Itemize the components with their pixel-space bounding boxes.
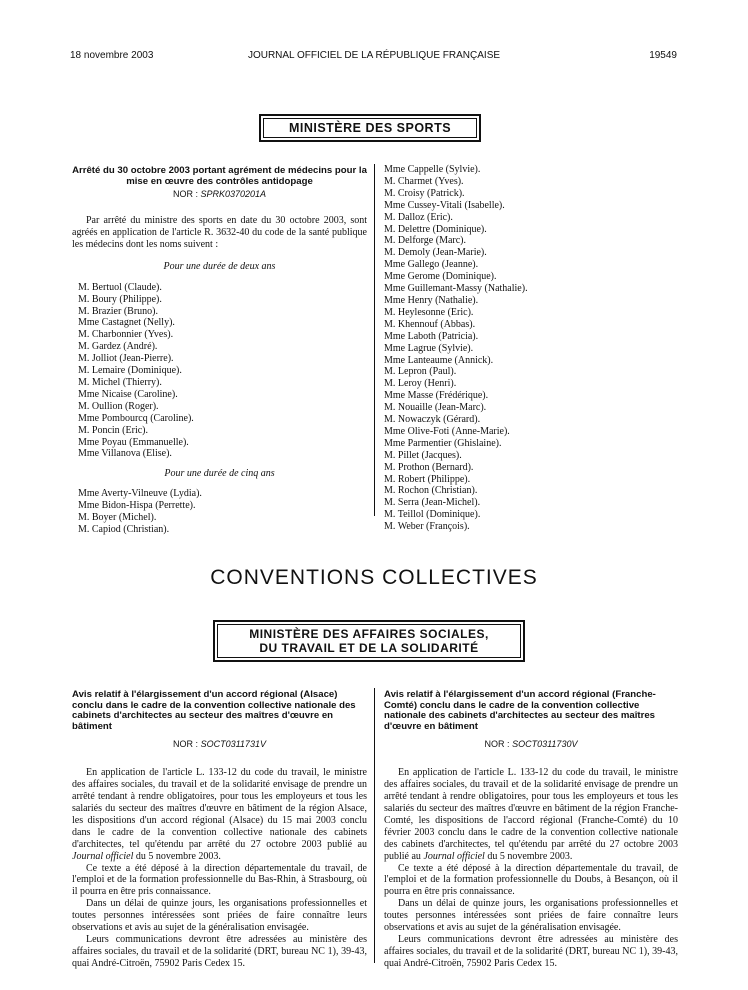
avis-franche-comte-paragraph-1: En application de l'article L. 133-12 du code du travail, le ministre des affaires sociales, du travail et de la solidarité envisage de prendre un arrêté tendant à rendre obligatoires, pour tous les employeurs et tous les salariés du secteur des maîtres d'œuvre en bâtiment de la région Franche-Comté, les dispositions de l'accord régional (Franche-Comté) du 10 février 2003 conclu dans le cadre de la convention collective nationale des cabinets d'architectes, tel qu'étendu par arrêté du 27 octobre 2003 publié au Journal officiel du 5 novembre 2003. xyxy=(384,767,678,862)
list-item: Mme Bidon-Hispa (Perrette). xyxy=(78,500,196,512)
list-item: M. Lemaire (Dominique). xyxy=(78,365,182,377)
avis-alsace-paragraph-4: Leurs communications devront être adressées au ministère des affaires sociales, du travail et de la solidarité (DRT, bureau NC 1), 39-43, quai André-Citroën, 75902 Paris Cedex 15. xyxy=(72,933,367,969)
arrete-title: Arrêté du 30 octobre 2003 portant agrément de médecins pour la mise en œuvre des contrôles antidopage xyxy=(72,165,367,187)
avis-alsace-paragraph-3: Dans un délai de quinze jours, les organisations professionnelles et toutes personnes intéressées sont priées de faire connaître leurs observations et avis au sujet de la généralisation envisagée. xyxy=(72,898,367,934)
avis-alsace xyxy=(72,690,367,970)
list-item: M. Boury (Philippe). xyxy=(78,293,162,305)
list-item: M. Charmet (Yves). xyxy=(384,175,464,187)
column-divider xyxy=(374,164,375,516)
list-item: M. Gardez (André). xyxy=(78,341,158,353)
avis-alsace-paragraph-2: Ce texte a été déposé à la direction départementale du travail, de l'emploi et de la formation professionnelle du Bas-Rhin, à Strasbourg, où il pourra en être pris connaissance. xyxy=(72,862,367,898)
avis-franche-comte-paragraph-3: Dans un délai de quinze jours, les organisations professionnelles et toutes personnes intéressées sont priées de faire connaître leurs observations et avis au sujet de la généralisation envisagée. xyxy=(384,898,678,934)
arrete-intro: Par arrêté du ministre des sports en date du 30 octobre 2003, sont agréés en application de l'article R. 3632-40 du code de la santé publique les médecins dont les noms suivent : xyxy=(72,215,367,250)
list-item: M. Croisy (Patrick). xyxy=(384,187,465,199)
list-item: Mme Pombourcq (Caroline). xyxy=(78,412,194,424)
list-item: M. Pillet (Jacques). xyxy=(384,449,462,461)
list-item: Mme Olive-Foti (Anne-Marie). xyxy=(384,425,510,437)
header-journal: JOURNAL OFFICIEL DE LA RÉPUBLIQUE FRANÇAISE xyxy=(247,50,501,61)
subheading-two-years: Pour une durée de deux ans xyxy=(163,260,276,272)
list-item: M. Teillol (Dominique). xyxy=(384,509,481,521)
list-item: Mme Lanteaume (Annick). xyxy=(384,354,494,366)
list-item: Mme Nicaise (Caroline). xyxy=(78,388,178,400)
list-item: Mme Guillemant-Massy (Nathalie). xyxy=(384,283,528,295)
list-item: Mme Lagrue (Sylvie). xyxy=(384,342,474,354)
list-item: M. Weber (François). xyxy=(384,521,470,533)
avis-franche-comte-paragraph-2: Ce texte a été déposé à la direction départementale du travail, de l'emploi et de la formation professionnelle du Doubs, à Besançon, où il pourra en être pris connaissance. xyxy=(384,862,678,898)
list-item: Mme Averty-Vilneuve (Lydia). xyxy=(78,488,202,500)
names-list-five-years xyxy=(72,488,367,536)
list-item: M. Michel (Thierry). xyxy=(78,376,162,388)
avis-franche-comte-title: Avis relatif à l'élargissement d'un accord régional (Franche-Comté) conclu dans le cadre de la convention collective nationale des cabinets d'architectes au secteur des maîtres d'œuvre en bâtiment xyxy=(384,689,656,732)
list-item: M. Nouaille (Jean-Marc). xyxy=(384,402,487,414)
avis-franche-comte xyxy=(384,690,678,970)
column-divider-bottom xyxy=(374,688,375,963)
list-item: Mme Parmentier (Ghislaine). xyxy=(384,437,502,449)
list-item: M. Boyer (Michel). xyxy=(78,512,157,524)
list-item: Mme Laboth (Patricia). xyxy=(384,330,479,342)
list-item: M. Bertuol (Claude). xyxy=(78,281,162,293)
list-item: Mme Masse (Frédérique). xyxy=(384,390,489,402)
list-item: M. Serra (Jean-Michel). xyxy=(384,497,481,509)
list-item: Mme Gerome (Dominique). xyxy=(384,271,497,283)
avis-alsace-nor: NOR : SOCT0311731V xyxy=(173,739,266,750)
arrete-left-column xyxy=(72,166,367,536)
header-date: 18 novembre 2003 xyxy=(70,50,154,61)
list-item: M. Heylesonne (Eric). xyxy=(384,306,474,318)
list-item: M. Jolliot (Jean-Pierre). xyxy=(78,353,174,365)
arrete-nor: NOR : SPRK0370201A xyxy=(172,189,267,200)
list-item: M. Poncin (Eric). xyxy=(78,424,148,436)
list-item: Mme Villanova (Elise). xyxy=(78,448,172,460)
names-list-two-years xyxy=(72,282,367,461)
list-item: M. Demoly (Jean-Marie). xyxy=(384,247,487,259)
list-item: M. Prothon (Bernard). xyxy=(384,461,474,473)
list-item: Mme Gallego (Jeanne). xyxy=(384,259,479,271)
ministry-sports-heading: MINISTÈRE DES SPORTS xyxy=(259,114,481,142)
list-item: Mme Poyau (Emmanuelle). xyxy=(78,436,189,448)
list-item: Mme Henry (Nathalie). xyxy=(384,294,479,306)
list-item: M. Brazier (Bruno). xyxy=(78,305,158,317)
list-item: Mme Castagnet (Nelly). xyxy=(78,317,175,329)
ministry-social-heading: MINISTÈRE DES AFFAIRES SOCIALES, DU TRAVAIL ET DE LA SOLIDARITÉ xyxy=(213,620,525,662)
list-item: Mme Cussey-Vitali (Isabelle). xyxy=(384,199,505,211)
avis-alsace-paragraph-1: En application de l'article L. 133-12 du code du travail, le ministre des affaires sociales, du travail et de la solidarité envisage de prendre un arrêté tendant à rendre obligatoires, pour tous les employeurs et tous les salariés du secteur des maîtres d'œuvre en bâtiment de la région Alsace, les dispositions d'un accord régional (Alsace) du 15 mai 2003 conclu dans le cadre de la convention collective nationale des cabinets d'architectes, tel qu'étendu par arrêté du 27 octobre 2003 publié au Journal officiel du 5 novembre 2003. xyxy=(72,767,367,862)
list-item: M. Delettre (Dominique). xyxy=(384,223,487,235)
list-item: M. Capiod (Christian). xyxy=(78,523,170,535)
list-item: M. Delforge (Marc). xyxy=(384,235,467,247)
list-item: M. Lepron (Paul). xyxy=(384,366,457,378)
list-item: M. Khennouf (Abbas). xyxy=(384,318,476,330)
list-item: M. Robert (Philippe). xyxy=(384,473,471,485)
list-item: M. Charbonnier (Yves). xyxy=(78,329,174,341)
list-item: M. Dalloz (Eric). xyxy=(384,211,453,223)
list-item: M. Nowaczyk (Gérard). xyxy=(384,414,481,426)
list-item: Mme Cappelle (Sylvie). xyxy=(384,164,481,175)
conventions-collectives-heading: CONVENTIONS COLLECTIVES xyxy=(210,566,538,589)
avis-franche-comte-paragraph-4: Leurs communications devront être adressées au ministère des affaires sociales, du travail et de la solidarité (DRT, bureau NC 1), 39-43, quai André-Citroën, 75902 Paris Cedex 15. xyxy=(384,933,678,969)
subheading-five-years: Pour une durée de cinq ans xyxy=(164,468,275,480)
list-item: M. Rochon (Christian). xyxy=(384,485,478,497)
avis-alsace-title: Avis relatif à l'élargissement d'un accord régional (Alsace) conclu dans le cadre de la convention collective nationale des cabinets d'architectes au secteur des maîtres d'œuvre en bâtiment xyxy=(72,689,356,732)
list-item: M. Oullion (Roger). xyxy=(78,400,159,412)
header-page-number: 19549 xyxy=(649,50,677,61)
avis-franche-comte-nor: NOR : SOCT0311730V xyxy=(484,739,578,750)
names-list-continued xyxy=(378,164,668,533)
list-item: M. Leroy (Henri). xyxy=(384,378,457,390)
